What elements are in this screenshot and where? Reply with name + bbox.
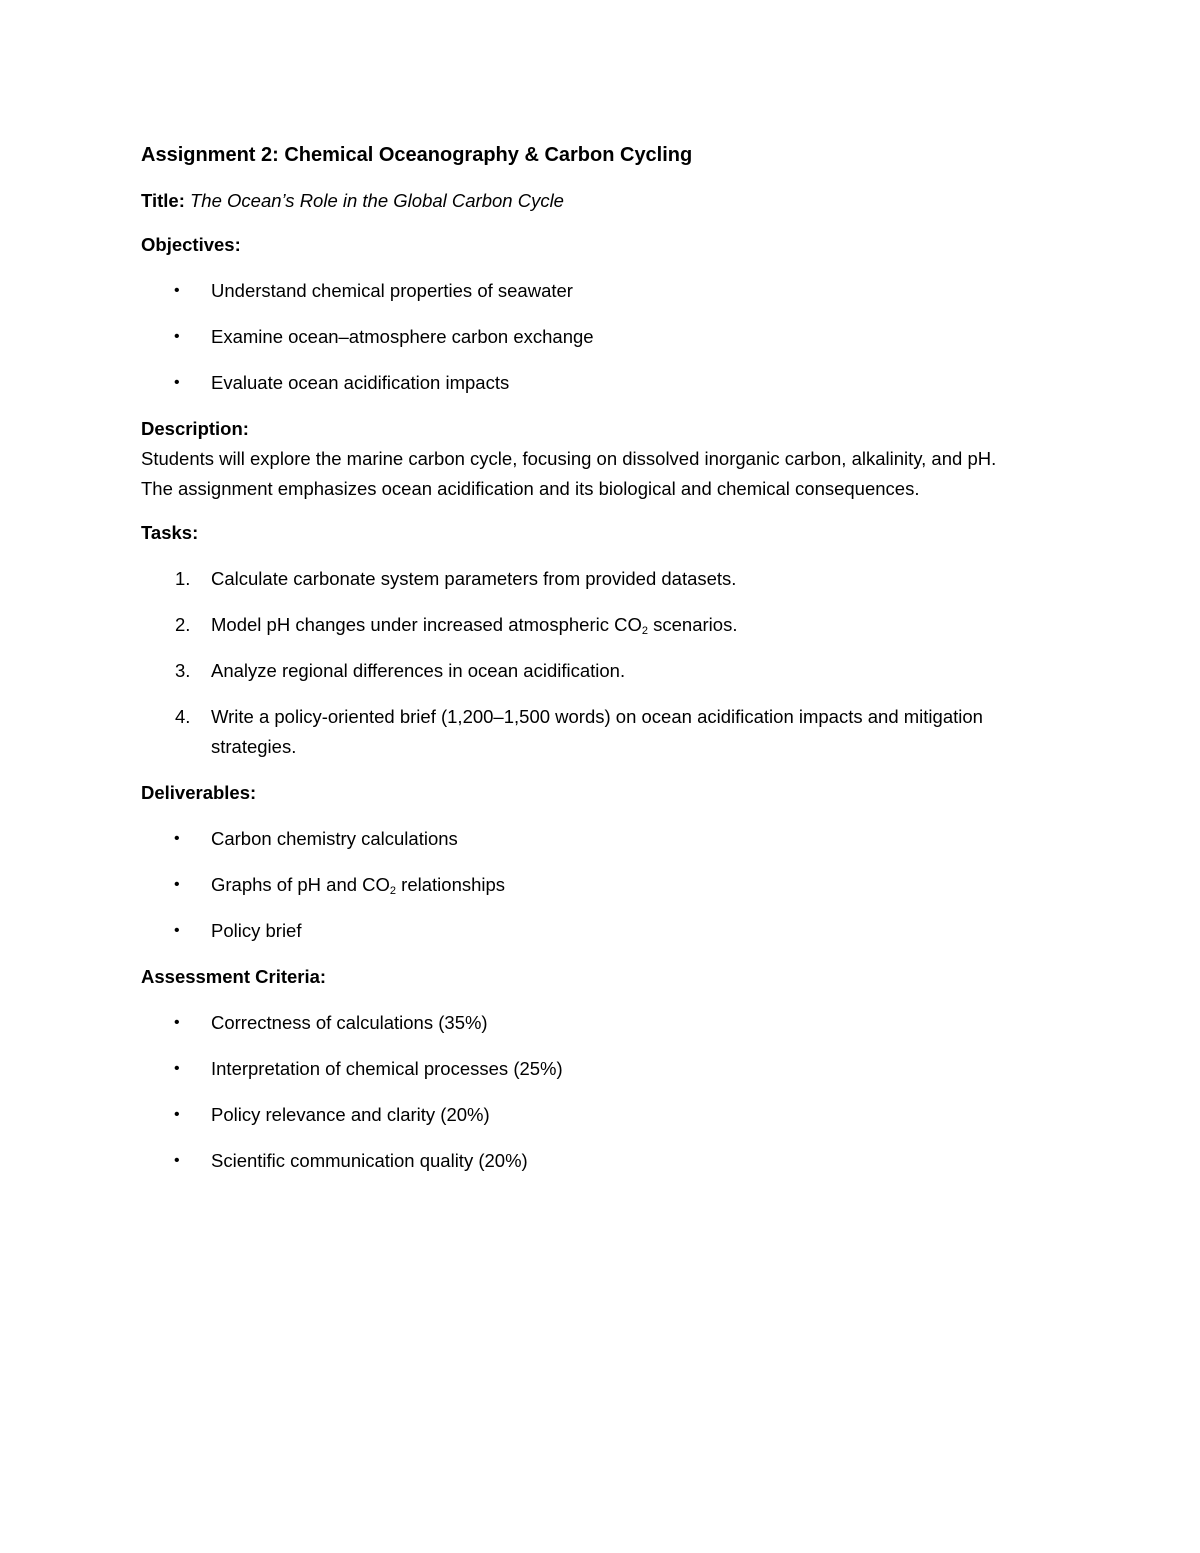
description-line: Students will explore the marine carbon cycle, focusing on dissolved inorganic carbon, alkalinity, and pH. [141, 448, 997, 469]
list-item [141, 824, 1071, 854]
deliverables-list [141, 824, 1071, 946]
bullet-icon: • [174, 1152, 180, 1169]
deliverable-text-part: Graphs of pH and CO [211, 874, 390, 895]
bullet-icon: • [174, 1106, 180, 1123]
objectives-list [141, 276, 1071, 398]
list-item [141, 322, 1071, 352]
objectives-heading: Objectives: [141, 234, 241, 255]
assessment-list [141, 1008, 1071, 1176]
task-number: 4. [175, 706, 191, 727]
subscript: 2 [389, 885, 397, 897]
task-text: Write a policy-oriented brief (1,200–1,500 words) on ocean acidification impacts and mitigation strategies. [211, 706, 983, 757]
criterion-text: Interpretation of chemical processes (25%) [211, 1058, 563, 1079]
list-item [141, 1054, 1071, 1084]
tasks-heading: Tasks: [141, 522, 199, 543]
bullet-icon: • [174, 374, 180, 391]
document-content [141, 140, 1071, 1192]
description-body [141, 444, 1071, 504]
criterion-text: Scientific communication quality (20%) [211, 1150, 528, 1171]
list-item [141, 1008, 1071, 1038]
assignment-heading: Assignment 2: Chemical Oceanography & Carbon Cycling [141, 144, 693, 166]
list-item [141, 564, 1071, 594]
deliverable-text: Policy brief [211, 920, 302, 941]
task-text: Analyze regional differences in ocean acidification. [211, 660, 626, 681]
bullet-icon: • [174, 876, 180, 893]
deliverable-text: Carbon chemistry calculations [211, 828, 458, 849]
title-value: The Ocean’s Role in the Global Carbon Cycle [190, 190, 564, 211]
bullet-icon: • [174, 830, 180, 847]
task-text-part: Model pH changes under increased atmospheric CO [211, 614, 642, 635]
bullet-icon: • [174, 1014, 180, 1031]
list-item [141, 276, 1071, 306]
task-text [211, 614, 737, 635]
assessment-heading: Assessment Criteria: [141, 966, 327, 987]
list-item [141, 1146, 1071, 1176]
bullet-icon: • [174, 1060, 180, 1077]
criterion-text: Correctness of calculations (35%) [211, 1012, 488, 1033]
deliverables-heading: Deliverables: [141, 782, 257, 803]
deliverable-text-part: relationships [396, 874, 506, 895]
objective-text: Evaluate ocean acidification impacts [211, 372, 510, 393]
description-line: The assignment emphasizes ocean acidification and its biological and chemical consequences. [141, 478, 920, 499]
task-number: 2. [175, 614, 191, 635]
title-line [141, 186, 1071, 216]
task-text-part: scenarios. [648, 614, 738, 635]
bullet-icon: • [174, 328, 180, 345]
tasks-list [141, 564, 1071, 762]
task-number: 1. [175, 568, 191, 589]
list-item [141, 368, 1071, 398]
bullet-icon: • [174, 282, 180, 299]
task-text: Calculate carbonate system parameters from provided datasets. [211, 568, 737, 589]
subscript: 2 [641, 625, 648, 637]
list-item [141, 1100, 1071, 1130]
bullet-icon: • [174, 922, 180, 939]
objective-text: Examine ocean–atmosphere carbon exchange [211, 326, 594, 347]
criterion-text: Policy relevance and clarity (20%) [211, 1104, 490, 1125]
task-number: 3. [175, 660, 191, 681]
list-item [141, 656, 1071, 686]
list-item [141, 702, 1071, 762]
list-item [141, 916, 1071, 946]
list-item [141, 610, 1071, 640]
description-heading: Description: [141, 418, 249, 439]
list-item [141, 870, 1071, 900]
objective-text: Understand chemical properties of seawater [211, 280, 573, 301]
title-label: Title: [141, 190, 185, 211]
deliverable-text [211, 874, 505, 895]
